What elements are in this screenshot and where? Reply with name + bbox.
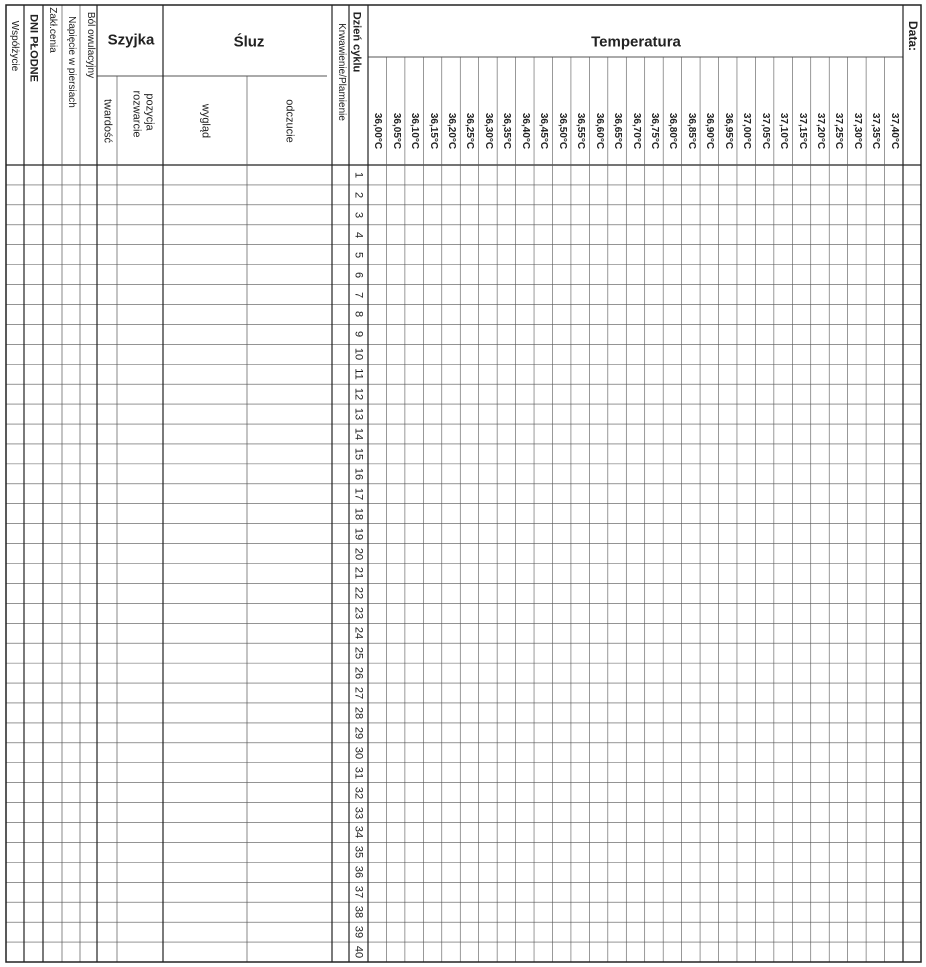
temperature-label: 36,45°C — [538, 112, 550, 150]
cycle-day-number: 22 — [352, 587, 365, 600]
cycle-day-number: 26 — [352, 666, 365, 680]
cycle-day-number: 29 — [352, 726, 365, 739]
temperature-label: 37,20°C — [814, 112, 826, 150]
cycle-day-number: 31 — [352, 766, 365, 779]
cycle-day-number: 40 — [352, 945, 365, 959]
temperature-label: 36,75°C — [648, 112, 660, 150]
cycle-day-number: 38 — [352, 906, 365, 919]
cycle-day-number: 6 — [352, 271, 365, 278]
temperature-label: 36,35°C — [501, 112, 513, 150]
temperature-label: 36,55°C — [575, 112, 587, 150]
cycle-day-number: 21 — [352, 567, 365, 580]
cycle-day-number: 4 — [352, 231, 365, 238]
cycle-day-number: 35 — [352, 846, 365, 859]
position-header: pozycja — [143, 93, 156, 131]
temperature-label: 36,65°C — [612, 112, 624, 150]
temperature-label: 36,70°C — [630, 112, 642, 150]
temperature-label: 36,80°C — [667, 112, 679, 150]
intercourse-header: Współżycie — [9, 20, 20, 72]
temperature-label: 36,50°C — [556, 112, 568, 150]
temperature-label: 36,20°C — [446, 112, 458, 150]
fertile-days-header: DNI PŁODNE — [27, 14, 40, 82]
cycle-day-number: 7 — [352, 291, 365, 298]
cycle-day-number: 23 — [352, 607, 365, 620]
cycle-day-number: 30 — [352, 746, 365, 759]
sensation-header: odczucie — [283, 99, 296, 143]
temperature-label: 36,30°C — [482, 112, 494, 150]
ovulation-pain-header: Ból owulacyjny — [85, 11, 96, 79]
dilation-header: rozwarcie — [130, 90, 143, 138]
bleeding-header: Krwawienie/Plamienie — [336, 23, 347, 121]
cycle-day-number: 28 — [352, 706, 365, 720]
cycle-day-number: 10 — [352, 348, 365, 361]
appearance-header: wygląd — [199, 103, 212, 139]
cycle-day-number: 3 — [352, 211, 365, 218]
cycle-day-header: Dzień cyklu — [350, 11, 363, 73]
temperature-label: 36,60°C — [593, 112, 605, 150]
temperature-header: Temperatura — [591, 33, 681, 51]
temperature-label: 36,10°C — [409, 112, 421, 150]
cycle-day-number: 16 — [352, 467, 365, 480]
cycle-day-number: 1 — [352, 171, 365, 179]
temperature-label: 36,15°C — [427, 112, 439, 150]
cycle-day-number: 36 — [352, 866, 365, 879]
cycle-day-number: 12 — [352, 388, 365, 401]
cycle-day-number: 15 — [352, 447, 365, 461]
temperature-label: 36,40°C — [519, 112, 531, 150]
mucus-header: Śluz — [233, 33, 265, 51]
cervix-header: Szyjka — [107, 31, 155, 49]
temperature-label: 37,35°C — [870, 112, 882, 150]
cycle-day-number: 14 — [352, 427, 365, 441]
temperature-label: 36,05°C — [390, 112, 402, 150]
cycle-day-number: 34 — [352, 826, 365, 839]
cycle-day-number: 25 — [352, 647, 365, 660]
breast-tension-header: Napięcie w piersiach — [66, 16, 77, 108]
cycle-day-number: 17 — [352, 487, 365, 500]
cycle-day-number: 20 — [352, 547, 365, 560]
temperature-label: 37,30°C — [851, 112, 863, 150]
temperature-label: 36,00°C — [372, 112, 384, 150]
firmness-header: twardość — [101, 98, 114, 144]
cycle-day-number: 18 — [352, 507, 365, 520]
temperature-label: 36,90°C — [704, 112, 716, 150]
cycle-day-number: 27 — [352, 686, 365, 700]
cycle-day-number: 11 — [352, 368, 365, 380]
cycle-day-number: 39 — [352, 925, 365, 939]
cycle-day-number: 33 — [352, 806, 365, 819]
cycle-day-number: 24 — [352, 627, 365, 640]
temperature-label: 37,10°C — [778, 112, 790, 150]
cycle-day-number: 8 — [352, 311, 365, 318]
cycle-day-number: 2 — [352, 191, 365, 198]
cycle-day-number: 37 — [352, 886, 365, 899]
temperature-label: 36,85°C — [685, 112, 697, 150]
disturbances-header: Zakł.cenia — [47, 7, 58, 53]
temperature-label: 37,00°C — [741, 112, 753, 150]
cycle-day-number: 32 — [352, 786, 365, 799]
cycle-day-number: 5 — [352, 251, 365, 258]
temperature-label: 37,15°C — [796, 112, 808, 150]
cycle-day-number: 9 — [352, 331, 365, 338]
temperature-label: 37,25°C — [833, 112, 845, 150]
temperature-label: 36,95°C — [722, 112, 734, 150]
date-label: Data: — [906, 20, 920, 52]
cycle-day-number: 19 — [352, 527, 365, 540]
temperature-label: 36,25°C — [464, 112, 476, 150]
temperature-label: 37,40°C — [888, 112, 900, 150]
temperature-label: 37,05°C — [759, 112, 771, 150]
cycle-day-number: 13 — [352, 407, 365, 421]
